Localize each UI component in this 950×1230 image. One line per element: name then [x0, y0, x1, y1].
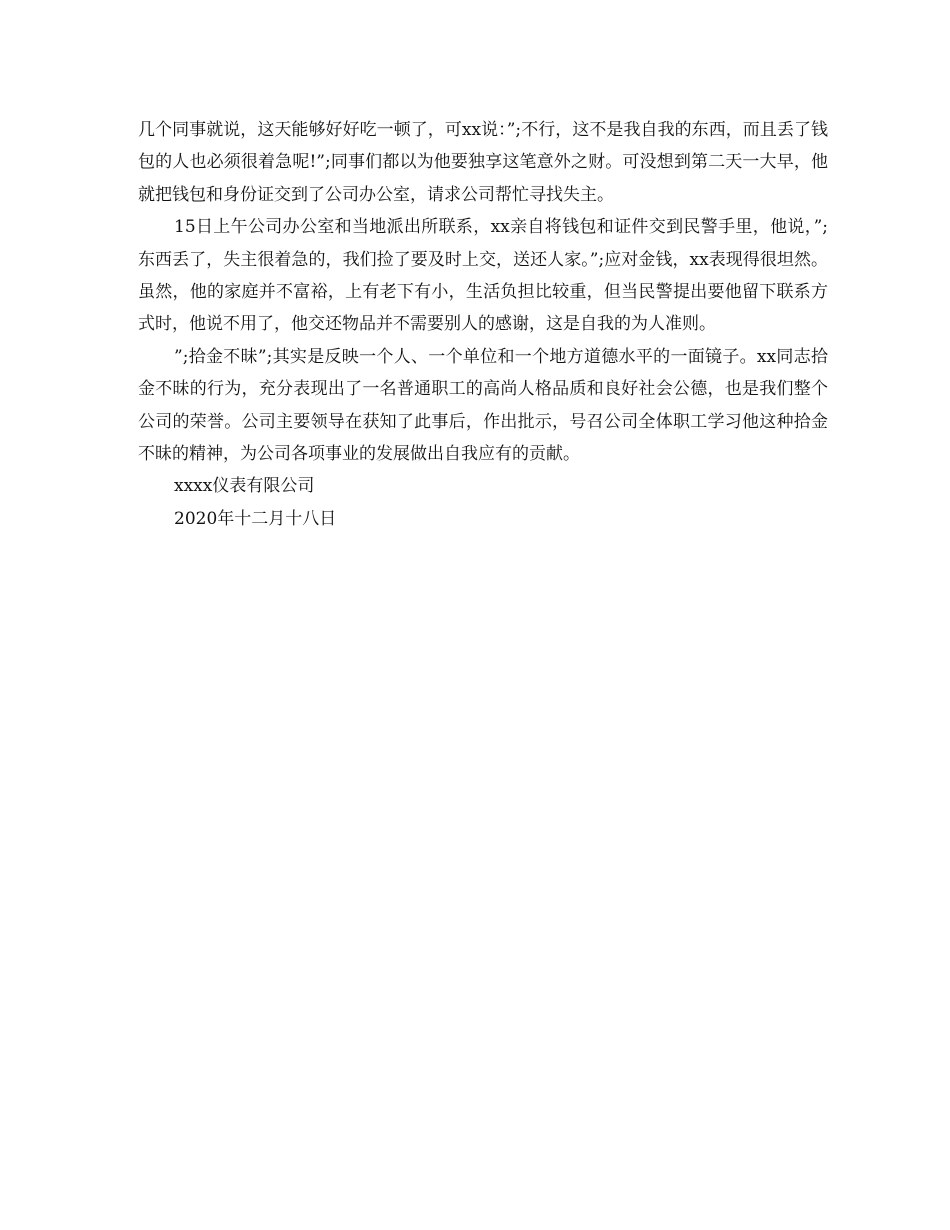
- signature-company: xxxx仪表有限公司: [174, 476, 315, 497]
- signature-date: 2020年十二月十八日: [174, 508, 337, 529]
- paragraph-report: 15日上午公司办公室和当地派出所联系，xx亲自将钱包和证件交到民警手里，他说，”;东西丢了，失主很着急的，我们捡了要及时上交，送还人家。”;应对金钱，xx表现得很坦然。虽然，他的家庭并不富裕，上有老下有小，生活负担比较重，但当民警提出要他留下联系方式时，他说不用了，他交还物品并不需要别人的感谢，这是自我的为人准则。: [138, 217, 828, 335]
- document-page: [138, 114, 828, 535]
- paragraph-continuation: 几个同事就说，这天能够好好吃一顿了，可xx说：”;不行，这不是我自我的东西，而且丢了钱包的人也必须很着急呢!”;同事们都以为他要独享这笔意外之财。可没想到第二天一大早，他就把钱包和身份证交到了公司办公室，请求公司帮忙寻找失主。: [138, 120, 828, 205]
- paragraph-praise: ”;拾金不昧”;其实是反映一个人、一个单位和一个地方道德水平的一面镜子。xx同志拾金不昧的行为，充分表现出了一名普通职工的高尚人格品质和良好社会公德，也是我们整个公司的荣誉。公司主要领导在获知了此事后，作出批示，号召公司全体职工学习他这种拾金不昧的精神，为公司各项事业的发展做出自我应有的贡献。: [138, 346, 828, 465]
